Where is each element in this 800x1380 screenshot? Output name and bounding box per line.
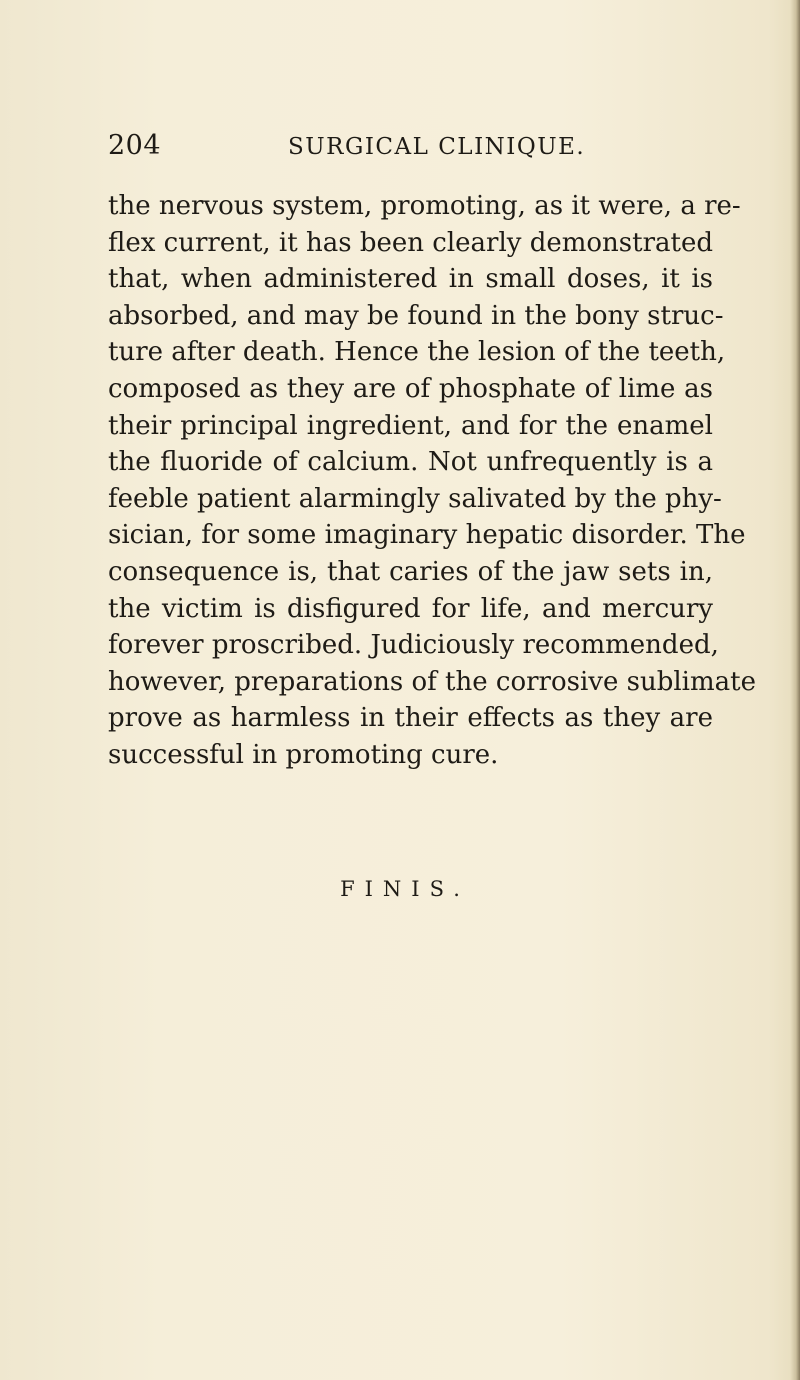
text-line: the fluoride of calcium. Not unfrequently is a bbox=[108, 447, 713, 478]
text-line: feeble patient alarmingly salivated by the phy- bbox=[108, 483, 722, 514]
text-line: however, preparations of the corrosive sublimate bbox=[108, 666, 756, 697]
text-line: that, when administered in small doses, it is bbox=[108, 264, 713, 295]
text-line: their principal ingredient, and for the enamel bbox=[108, 410, 713, 441]
text-line: prove as harmless in their effects as they are bbox=[108, 703, 713, 734]
page-number: 204 bbox=[108, 130, 162, 161]
page-header bbox=[108, 130, 708, 164]
text-line: forever proscribed. Judiciously recommended, bbox=[108, 630, 719, 661]
page-edge-shadow bbox=[790, 0, 800, 1380]
text-line: absorbed, and may be found in the bony struc- bbox=[108, 300, 724, 331]
text-line: flex current, it has been clearly demonstrated bbox=[108, 227, 713, 258]
finis-colophon: FINIS. bbox=[340, 877, 470, 901]
running-head: SURGICAL CLINIQUE. bbox=[288, 134, 586, 160]
text-line: the victim is disfigured for life, and mercury bbox=[108, 593, 713, 624]
text-line: sician, for some imaginary hepatic disorder. The bbox=[108, 520, 746, 551]
text-line-last: successful in promoting cure. bbox=[108, 739, 499, 770]
text-line: the nervous system, promoting, as it were, a re- bbox=[108, 191, 741, 221]
text-line: ture after death. Hence the lesion of the teeth, bbox=[108, 337, 726, 368]
body-text bbox=[108, 188, 756, 774]
text-line: composed as they are of phosphate of lime as bbox=[108, 373, 713, 404]
text-line: consequence is, that caries of the jaw sets in, bbox=[108, 556, 713, 587]
